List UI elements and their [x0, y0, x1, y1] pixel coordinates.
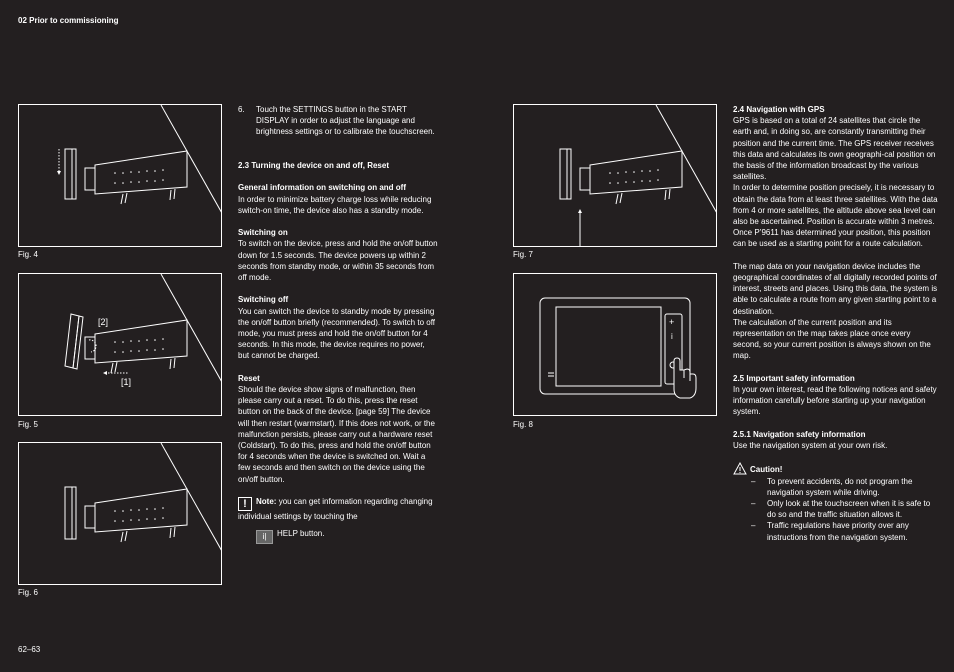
step-6	[238, 104, 438, 138]
reset-heading: Reset	[238, 373, 260, 383]
bullet-dash: –	[751, 521, 756, 531]
figure-4	[18, 104, 222, 247]
section-2-5-heading: 2.5 Important safety information	[733, 373, 855, 383]
device-front-illustration-fig8	[514, 274, 717, 416]
figure-7	[513, 104, 717, 247]
section-2-3-heading: 2.3 Turning the device on and off, Reset	[238, 160, 389, 170]
general-text: In order to minimize battery charge loss while reducing switch-on time, the device also has a standby mode.	[238, 194, 432, 215]
gps-paragraph-5: The calculation of the current position and its representation on the map takes place once every second, so your current position is always shown on the map.	[733, 317, 931, 361]
right-column	[733, 104, 938, 543]
figure-5	[18, 273, 222, 416]
reset-text: Should the device show signs of malfunction, then please carry out a reset. To do this, press the reset button on the back of the device. [page 59] The device will then restart (warmstart). If this does not work, or the malfunction persists, please carry out a hardware reset (Coldstart). To do this, press and hold the on/off button for 4 seconds when the device is switched on. Wait a few seconds and then switch on the device using the on/off button.	[238, 384, 435, 484]
device-illustration-fig7	[514, 105, 717, 247]
caution-label: Caution!	[750, 465, 783, 475]
middle-column	[238, 104, 438, 544]
note	[238, 496, 438, 522]
help-line	[238, 528, 438, 544]
switching-on-heading: Switching on	[238, 228, 288, 238]
caption-fig6: Fig. 6	[18, 588, 39, 597]
caution	[733, 462, 938, 475]
bullet-dash: –	[751, 476, 756, 486]
caption-fig4: Fig. 4	[18, 250, 39, 259]
bullet-item	[733, 476, 938, 498]
section-2-5-1-heading: 2.5.1 Navigation safety information	[733, 429, 866, 439]
bullet-item	[733, 498, 938, 520]
switching-on-text: To switch on the device, press and hold the on/off button down for 1.5 seconds. The device powers up within 2 seconds from standby mode, or within 35 seconds from off mode.	[238, 239, 438, 282]
device-illustration-fig5	[19, 274, 222, 416]
help-text: HELP button.	[277, 529, 325, 539]
bullet-text: Only look at the touchscreen when it is safe to do so and the traffic situation allows it.	[767, 499, 931, 520]
note-exclamation-icon: !	[238, 497, 252, 511]
gps-paragraph-3: Once P’9611 has determined your position, this position can be used as a starting point for a route calculation.	[733, 228, 931, 249]
bullet-text: To prevent accidents, do not program the navigation system while driving.	[767, 476, 913, 497]
device-illustration-fig4	[19, 105, 222, 247]
figure-8	[513, 273, 717, 416]
step-text: Touch the SETTINGS button in the START DISPLAY in order to adjust the language and brightness settings or to calibrate the touchscreen.	[256, 105, 435, 137]
label-2: [2]	[98, 317, 109, 327]
figure-6	[18, 442, 222, 585]
caption-fig5: Fig. 5	[18, 420, 39, 429]
caption-fig8: Fig. 8	[513, 420, 534, 429]
page-numbers: 62–63	[18, 645, 41, 654]
switching-off-text: You can switch the device to standby mode by pressing the on/off button briefly (recommended). To switch to off mode, you must press and hold the on/off button for 4 seconds. In this mode, the device requires no power, but cannot be charged.	[238, 306, 435, 361]
bullet-item	[733, 520, 938, 542]
section-2-4-heading: 2.4 Navigation with GPS	[733, 105, 825, 114]
caption-fig7: Fig. 7	[513, 250, 534, 259]
gps-paragraph-4: The map data on your navigation device includes the geographical coordinates of all digitally recorded points of interest, streets and places. Using this data, the system is able to calculate a route from any given starting point to a destination.	[733, 261, 938, 316]
label-1: [1]	[121, 377, 132, 387]
gps-paragraph-1: GPS is based on a total of 24 satellites that circle the earth and, in doing so, are constantly transmitting their position and the current time. The GPS receiver receives this data and calculates its own geographi-cal position on the basis of the information broadcast by the various satellites.	[733, 116, 936, 182]
risk-text: Use the navigation system at your own risk.	[733, 441, 888, 451]
safety-intro: In your own interest, read the following notices and safety information carefully before starting up your navigation system.	[733, 385, 937, 417]
switching-off-heading: Switching off	[238, 295, 289, 305]
gps-paragraph-2: In order to determine position precisely, it is necessary to obtain the data from at least three satellites. With the data from 4 or more satellites, the altitude above sea level can also be ascertained. Position is accurate within 3 metres.	[733, 183, 938, 227]
general-heading: General information on switching on and off	[238, 183, 406, 193]
device-illustration-fig6	[19, 443, 222, 585]
bullet-dash: –	[751, 499, 756, 509]
help-icon: i|	[256, 530, 273, 544]
bullet-text: Traffic regulations have priority over any instructions from the navigation system.	[767, 521, 909, 542]
section-header: 02 Prior to commissioning	[18, 16, 119, 25]
info-button-label: i	[671, 332, 673, 341]
warning-triangle-icon	[733, 462, 747, 475]
plus-button-label: +	[669, 317, 675, 327]
note-label: Note:	[256, 497, 277, 506]
note-text: you can get information regarding changing individual settings by touching the	[238, 497, 433, 521]
step-number: 6.	[238, 105, 245, 114]
